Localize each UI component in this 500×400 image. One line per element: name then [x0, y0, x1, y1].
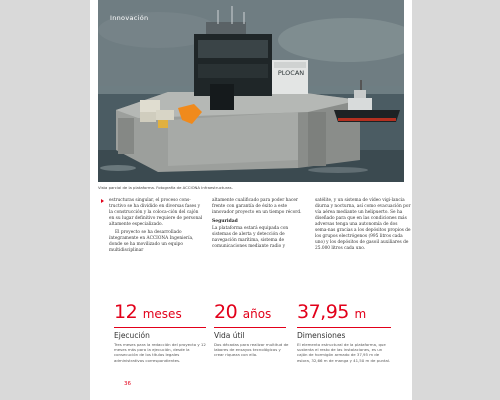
stat-block-lifespan	[214, 302, 306, 358]
stat-label: Dimensiones	[297, 331, 346, 340]
paragraph: satélite, y un sistema de vídeo vigi-lancia diurna y nocturna, así como evacuación por vía aérea mediante un helipuerto. Se ha diseñado para que en las condiciones más adversas tenga una autonomía de dos sema-nas gracias a los depósitos propios de los grupos electrógenos (995 litros cada uno) y los depósitos de gasoil auxiliares de 25.000 litros cada uno.	[315, 198, 411, 251]
document-page	[90, 0, 412, 400]
section-title: Innovación	[110, 14, 149, 22]
bullet-arrow-icon	[101, 199, 104, 203]
text-column-2	[212, 198, 308, 252]
photo-caption: Vista parcial de la plataforma. Fotografía de ACCIONA Infraestructuras.	[98, 185, 233, 190]
divider	[114, 327, 206, 328]
paragraph: La plataforma estará equipada con sistemas de alerta y detección de navegación marítima, sistema de comunicaciones mediante radio y	[212, 226, 289, 249]
stat-value: 20 años	[214, 301, 272, 323]
stat-label: Ejecución	[114, 331, 150, 340]
platform-sign: PLOCAN	[277, 69, 305, 77]
paragraph: estructuras singular, el proceso cons-tructivo se ha dividido en diversas fases y la construcción y la coloca-ción del cajón en su lugar definitivo requiere de personal altamente especializado.	[109, 198, 203, 227]
platform-photo	[98, 0, 404, 182]
divider	[214, 327, 286, 328]
stat-block-dimensions	[297, 302, 389, 363]
stat-label: Vida útil	[214, 331, 245, 340]
stat-description: El elemento estructural de la plataforma, que sustenta el resto de las instalaciones, es un cajón de hormigón armado de 37,95 m de eslora, 32,66 m de manga y 41,50 m de puntal.	[297, 342, 391, 363]
text-column-1	[109, 198, 205, 256]
stat-description: Dos décadas para realizar multitud de labores de ensayos tecnológicos y crear riqueza con ello.	[214, 342, 289, 358]
text-column-3	[315, 198, 411, 254]
subheading: Seguridad	[212, 219, 238, 224]
divider	[297, 327, 391, 328]
stat-description: Tres meses para la redacción del proyecto y 12 meses más para la ejecución, desde la consecución de los títulos legales administrativos correspondientes.	[114, 342, 206, 363]
paragraph: El proyecto se ha desarrollado íntegramente en ACCIONA Ingeniería, donde se ha movilizado un equipo multidisciplinar	[109, 230, 194, 253]
platform-illustration	[98, 0, 404, 182]
stat-value: 37,95 m	[297, 301, 367, 323]
stat-value: 12 meses	[114, 301, 182, 323]
stat-block-execution	[114, 302, 206, 363]
paragraph: altamente cualificado para poder hacer frente con garantía de éxito a este innovador proyecto en un tiempo récord.	[212, 198, 302, 215]
page-number: 36	[124, 381, 131, 387]
